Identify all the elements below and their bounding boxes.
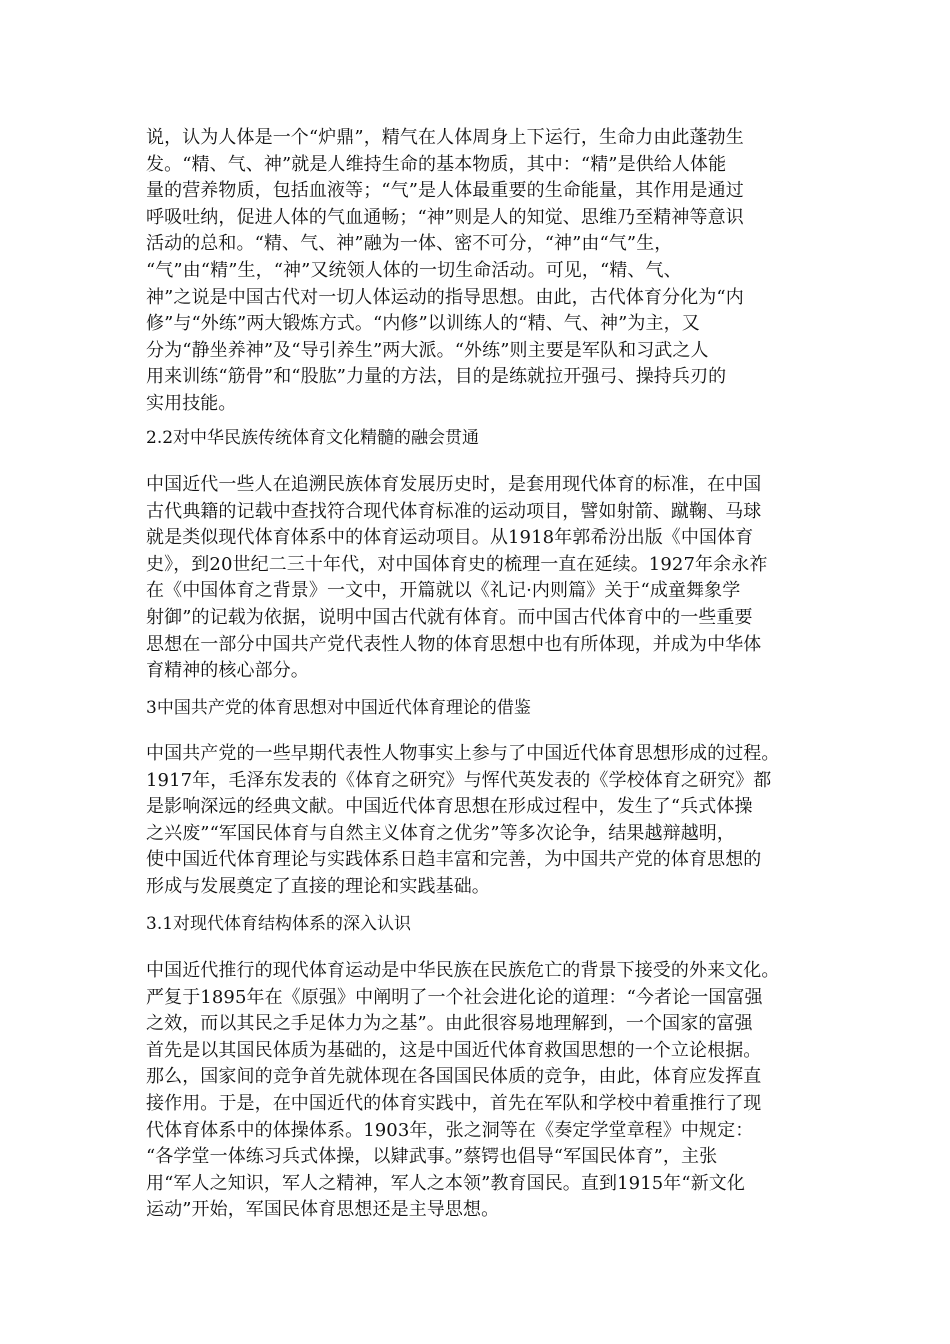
paragraph-line: 修”与“外练”两大锻炼方式。“内修”以训练人的“精、气、神”为主，又 [146, 313, 700, 335]
paragraph-line: 思想在一部分中国共产党代表性人物的体育思想中也有所体现，并成为中华体 [146, 633, 762, 655]
paragraph-line: 中国共产党的一些早期代表性人物事实上参与了中国近代体育思想形成的过程。 [146, 743, 780, 764]
paragraph-line: 分为“静坐养神”及“导引养生”两大派。“外练”则主要是军队和习武之人 [146, 339, 709, 361]
paragraph-line: 中国近代一些人在追溯民族体育发展历史时，是套用现代体育的标准，在中国 [146, 474, 762, 495]
paragraph-line: 史》，到20世纪二三十年代，对中国体育史的梳理一直在延续。1927年余永祚 [146, 553, 768, 575]
paragraph-line: 神”之说是中国古代对一切人体运动的指导思想。由此，古代体育分化为“内 [146, 286, 744, 308]
paragraph-line: 用来训练“筋骨”和“股肱”力量的方法，目的是练就拉开强弓、操持兵刃的 [146, 366, 727, 388]
paragraph-line: 那么，国家间的竞争首先就体现在各国国民体质的竞争，由此，体育应发挥直 [146, 1066, 762, 1088]
paragraph-line: 1917年，毛泽东发表的《体育之研究》与恽代英发表的《学校体育之研究》都 [146, 769, 772, 791]
paragraph-line: “气”由“精”生，“神”又统领人体的一切生命活动。可见，“精、气、 [146, 259, 682, 281]
paragraph-line: 就是类似现代体育体系中的体育运动项目。从1918年郭希汾出版《中国体育 [146, 527, 754, 549]
paragraph-1 [146, 125, 810, 418]
paragraph-line: 射御”的记载为依据，说明中国古代就有体育。而中国古代体育中的一些重要 [146, 606, 753, 628]
paragraph-line: 用“军人之知识，军人之精神，军人之本领”教育国民。直到1915年“新文化 [146, 1172, 746, 1194]
paragraph-line: 接作用。于是，在中国近代的体育实践中，首先在军队和学校中着重推行了现 [146, 1092, 762, 1114]
paragraph-line: 运动”开始，军国民体育思想还是主导思想。 [146, 1199, 500, 1221]
paragraph-line: 之效，而以其民之手足体力为之基”。由此很容易地理解到，一个国家的富强 [146, 1013, 753, 1035]
paragraph-line: 育精神的核心部分。 [146, 660, 309, 682]
paragraph-line: 代体育体系中的体操体系。1903年，张之洞等在《奏定学堂章程》中规定： [146, 1119, 754, 1141]
paragraph-line: 活动的总和。“精、气、神”融为一体、密不可分，“神”由“气”生， [146, 233, 673, 255]
paragraph-line: 说，认为人体是一个“炉鼎”，精气在人体周身上下运行，生命力由此蓬勃生 [146, 127, 744, 148]
paragraph-line: 是影响深远的经典文献。中国近代体育思想在形成过程中，发生了“兵式体操 [146, 796, 753, 818]
paragraph-line: 实用技能。 [146, 392, 237, 414]
section-heading-3: 3中国共产党的体育思想对中国近代体育理论的借鉴 [146, 698, 531, 718]
paragraph-line: 发。“精、气、神”就是人维持生命的基本物质，其中：“精”是供给人体能 [146, 153, 727, 175]
paragraph-line: 量的营养物质，包括血液等；“气”是人体最重要的生命能量，其作用是通过 [146, 180, 744, 202]
paragraph-line: 中国近代推行的现代体育运动是中华民族在民族危亡的背景下接受的外来文化。 [146, 960, 780, 981]
section-heading-3-1: 3.1对现代体育结构体系的深入认识 [146, 914, 412, 934]
paragraph-2 [146, 472, 810, 685]
paragraph-4 [146, 958, 810, 1224]
paragraph-3 [146, 741, 810, 901]
paragraph-line: 呼吸吐纳，促进人体的气血通畅；“神”则是人的知觉、思维乃至精神等意识 [146, 206, 744, 228]
paragraph-line: 使中国近代体育理论与实践体系日趋丰富和完善，为中国共产党的体育思想的 [146, 849, 762, 871]
paragraph-line: 古代典籍的记载中查找符合现代体育标准的运动项目，譬如射箭、蹴鞠、马球 [146, 500, 762, 522]
paragraph-line: 之兴废”“军国民体育与自然主义体育之优劣”等多次论争，结果越辩越明， [146, 822, 736, 844]
paragraph-line: 在《中国体育之背景》一文中，开篇就以《礼记·内则篇》关于“成童舞象学 [146, 580, 741, 602]
paragraph-line: “各学堂一体练习兵式体操，以肄武事。”蔡锷也倡导“军国民体育”，主张 [146, 1146, 718, 1168]
paragraph-line: 形成与发展奠定了直接的理论和实践基础。 [146, 875, 490, 897]
section-heading-2-2: 2.2对中华民族传统体育文化精髓的融会贯通 [146, 428, 480, 448]
paragraph-line: 首先是以其国民体质为基础的，这是中国近代体育救国思想的一个立论根据。 [146, 1039, 762, 1061]
paragraph-line: 严复于1895年在《原强》中阐明了一个社会进化论的道理：“今者论一国富强 [146, 986, 763, 1008]
